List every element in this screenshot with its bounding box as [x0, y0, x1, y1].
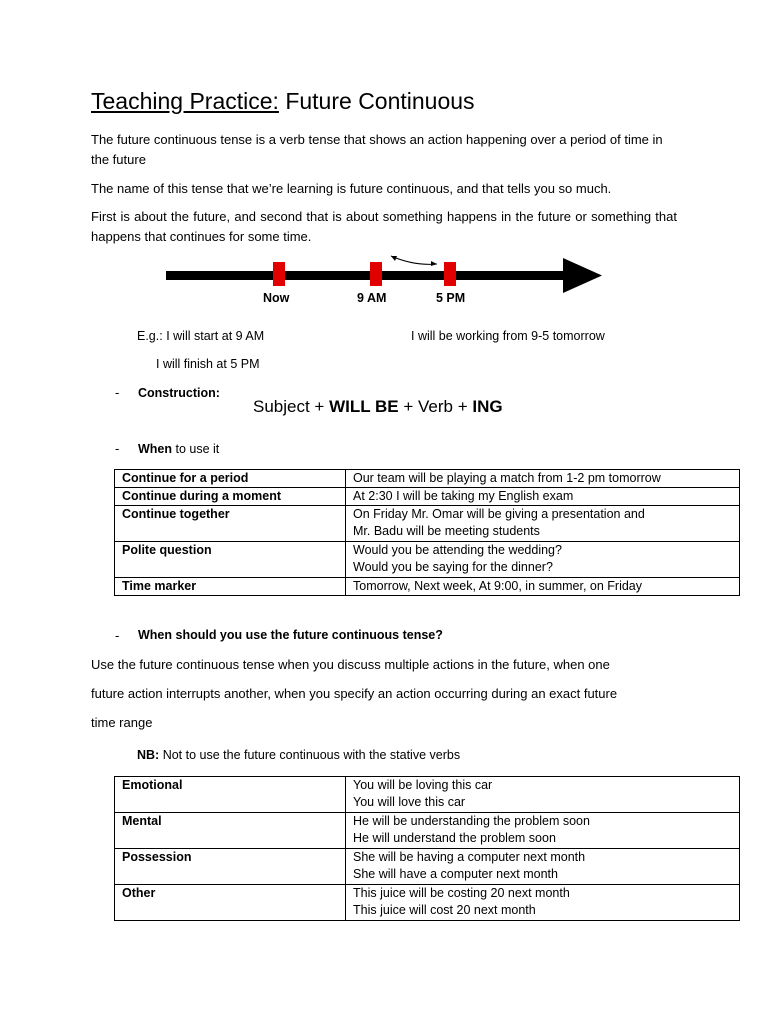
formula-will-be: WILL BE [329, 397, 399, 416]
table-cell-example [346, 813, 740, 849]
timeline-span-arrowhead-right [431, 261, 437, 266]
when-should-line-3: time range [91, 715, 153, 730]
title-rest: Future Continuous [278, 88, 475, 114]
when-to-use-label [138, 442, 219, 456]
table-cell-example [346, 542, 740, 578]
table-row [115, 777, 740, 813]
timeline-label-9am: 9 AM [357, 291, 387, 305]
page-title [91, 88, 475, 115]
example-line: This juice will be costing 20 next month [353, 886, 570, 900]
construction-formula [253, 397, 503, 417]
when-to-use-dash: - [115, 441, 120, 456]
example-line: He will understand the problem soon [353, 831, 556, 845]
example-line: She will have a computer next month [353, 867, 558, 881]
example-prefix: E.g.: [137, 329, 163, 343]
nb-text: Not to use the future continuous with the stative verbs [159, 748, 461, 762]
table-cell-term: Continue together [115, 506, 346, 542]
table-cell-term: Other [115, 885, 346, 921]
formula-verb: + Verb + [398, 397, 473, 416]
paragraph-explanation: First is about the future, and second that is about something happens in the future or something that happens that continues for some time. [91, 209, 677, 244]
table-cell-example [346, 488, 740, 506]
example-line: At 2:30 I will be taking my English exam [353, 489, 574, 503]
example-line: Tomorrow, Next week, At 9:00, in summer, on Friday [353, 579, 643, 593]
table-row [115, 813, 740, 849]
table-cell-term: Mental [115, 813, 346, 849]
timeline-marker-5pm [444, 262, 456, 286]
formula-ing: ING [472, 397, 503, 416]
example-line: Mr. Badu will be meeting students [353, 524, 540, 538]
table-row [115, 470, 740, 488]
table-row [115, 885, 740, 921]
table-cell-term: Time marker [115, 578, 346, 596]
when-should-label: When should you use the future continuous tense? [138, 628, 443, 642]
construction-dash: - [115, 385, 120, 400]
timeline-marker-9am [370, 262, 382, 286]
example-finish: I will finish at 5 PM [156, 357, 260, 371]
timeline-line [166, 271, 571, 280]
example-line: Would you be attending the wedding? [353, 543, 562, 557]
paragraph-definition: The future continuous tense is a verb tense that shows an action happening over a period of time in the future [91, 132, 663, 167]
example-line: She will be having a computer next month [353, 850, 586, 864]
usage-table [114, 469, 740, 596]
formula-subject: Subject + [253, 397, 330, 416]
example-line: You will be loving this car [353, 778, 493, 792]
when-to-use-label-rest: to use it [172, 442, 220, 456]
construction-label: Construction: [138, 386, 220, 400]
timeline-span-arrow [391, 256, 437, 264]
stative-table [114, 776, 740, 921]
example-line: Our team will be playing a match from 1-2 pm tomorrow [353, 471, 661, 485]
example-line: On Friday Mr. Omar will be giving a presentation and [353, 507, 645, 521]
example-line: You will love this car [353, 795, 466, 809]
example-working: I will be working from 9-5 tomorrow [411, 329, 605, 343]
timeline-label-now: Now [263, 291, 290, 305]
table-cell-term: Emotional [115, 777, 346, 813]
table-cell-example [346, 578, 740, 596]
table-cell-example [346, 885, 740, 921]
example-line: This juice will cost 20 next month [353, 903, 536, 917]
timeline-arrowhead [563, 258, 602, 293]
timeline-label-5pm: 5 PM [436, 291, 466, 305]
timeline-marker-now [273, 262, 285, 286]
table-cell-term: Continue for a period [115, 470, 346, 488]
title-underlined: Teaching Practice: [91, 88, 279, 114]
nb-note [137, 748, 460, 762]
table-cell-term: Possession [115, 849, 346, 885]
table-cell-example [346, 849, 740, 885]
paragraph-name: The name of this tense that we’re learning is future continuous, and that tells you so much. [91, 181, 612, 196]
table-row [115, 849, 740, 885]
table-cell-example [346, 470, 740, 488]
when-should-line-2: future action interrupts another, when you specify an action occurring during an exact future [91, 686, 618, 701]
example-start-text: I will start at 9 AM [162, 329, 265, 343]
example-line: Would you be saying for the dinner? [353, 560, 553, 574]
table-cell-example [346, 506, 740, 542]
when-to-use-label-bold: When [138, 442, 173, 456]
example-start [137, 329, 264, 343]
table-row [115, 542, 740, 578]
table-row [115, 506, 740, 542]
table-cell-example [346, 777, 740, 813]
when-should-dash: - [115, 628, 120, 643]
table-row [115, 488, 740, 506]
table-row [115, 578, 740, 596]
example-line: He will be understanding the problem soon [353, 814, 590, 828]
table-cell-term: Continue during a moment [115, 488, 346, 506]
nb-label: NB: [137, 748, 160, 762]
when-should-line-1: Use the future continuous tense when you discuss multiple actions in the future, when one [91, 657, 610, 672]
table-cell-term: Polite question [115, 542, 346, 578]
